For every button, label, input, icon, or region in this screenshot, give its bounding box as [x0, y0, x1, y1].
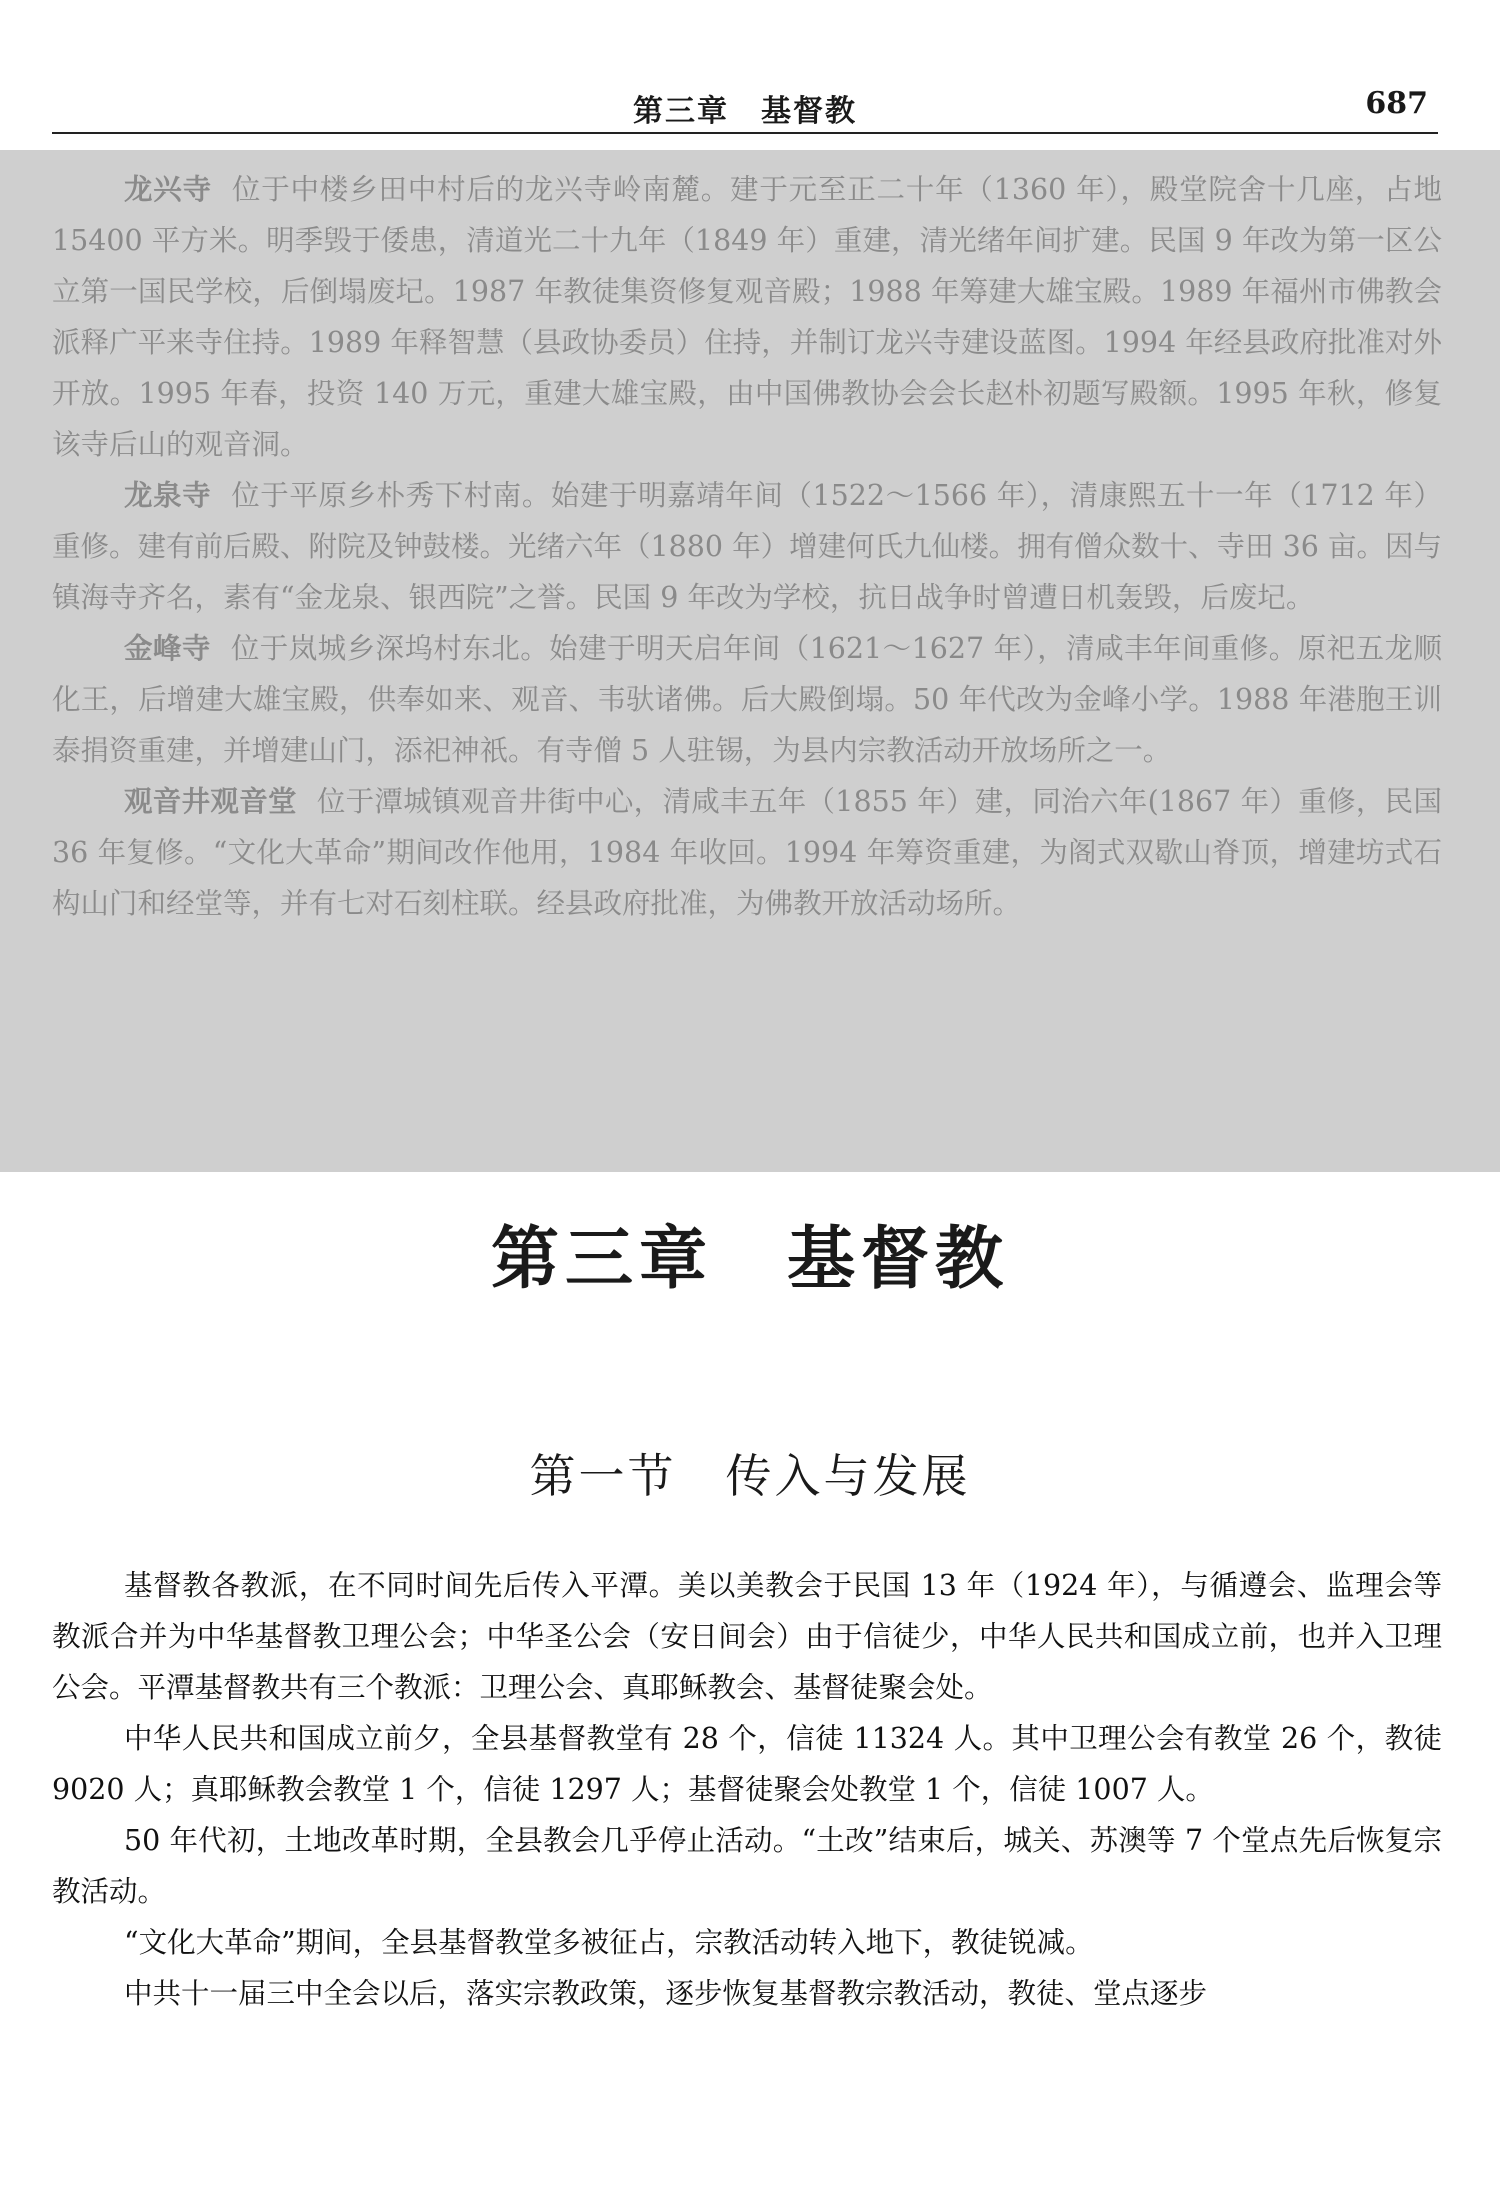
- running-title: 第三章 基督教: [633, 94, 857, 129]
- running-header: [52, 80, 1438, 134]
- entry-text: 位于岚城乡深坞村东北。始建于明天启年间（1621～1627 年），清咸丰年间重修。原祀五龙顺化王，后增建大雄宝殿，供奉如来、观音、韦驮诸佛。后大殿倒塌。50 年代改为金峰小学。1988 年港胞王训泰捐资重建，并增建山门，添祀神祇。有寺僧 5 人驻锡，为县内宗教活动开放场所之一。: [52, 632, 1442, 767]
- body-paragraph: 中共十一届三中全会以后，落实宗教政策，逐步恢复基督教宗教活动，教徒、堂点逐步: [124, 1977, 1208, 2010]
- body-paragraph: 基督教各教派，在不同时间先后传入平潭。美以美教会于民国 13 年（1924 年），与循遵会、监理会等教派合并为中华基督教卫理公会；中华圣公会（安日间会）由于信徒少，中华人民共和国成立前，也并入卫理公会。平潭基督教共有三个教派：卫理公会、真耶稣教会、基督徒聚会处。: [52, 1569, 1442, 1704]
- section-title: 第一节 传入与发展: [529, 1449, 971, 1503]
- body-paragraph: “文化大革命”期间，全县基督教堂多被征占，宗教活动转入地下，教徒锐减。: [124, 1926, 1094, 1959]
- entry-text: 位于潭城镇观音井街中心，清咸丰五年（1855 年）建，同治六年(1867 年）重修，民国 36 年复修。“文化大革命”期间改作他用，1984 年收回。1994 年筹资重建，为阁式双歇山脊顶，增建坊式石构山门和经堂等，并有七对石刻柱联。经县政府批准，为佛教开放活动场所。: [52, 785, 1442, 920]
- temple-entry-guanyinjing: [52, 776, 1442, 929]
- body-paragraph: 中华人民共和国成立前夕，全县基督教堂有 28 个，信徒 11324 人。其中卫理公会有教堂 26 个，教徒 9020 人；真耶稣教会教堂 1 个，信徒 1297 人；基督徒聚会处教堂 1 个，信徒 1007 人。: [52, 1722, 1442, 1806]
- body-paragraph: 50 年代初，土地改革时期，全县教会几乎停止活动。“土改”结束后，城关、苏澳等 7 个堂点先后恢复宗教活动。: [52, 1824, 1442, 1908]
- entry-title: 龙兴寺: [124, 172, 212, 206]
- entry-text: 位于中楼乡田中村后的龙兴寺岭南麓。建于元至正二十年（1360 年），殿堂院舍十几座，占地 15400 平方米。明季毁于倭患，清道光二十九年（1849 年）重建，清光绪年间扩建。民国 9 年改为第一区公立第一国民学校，后倒塌废圮。1987 年教徒集资修复观音殿；1988 年筹建大雄宝殿。1989 年福州市佛教会派释广平来寺住持。1989 年释智慧（县政协委员）住持，并制订龙兴寺建设蓝图。1994 年经县政府批准对外开放。1995 年春，投资 140 万元，重建大雄宝殿，由中国佛教协会会长赵朴初题写殿额。1995 年秋，修复该寺后山的观音洞。: [52, 173, 1442, 461]
- entry-title: 金峰寺: [124, 631, 211, 665]
- chapter-title: 第三章 基督教: [490, 1220, 1009, 1299]
- temple-entry-longxing: [52, 164, 1442, 470]
- temple-entry-longquan: [52, 470, 1442, 623]
- entry-text: 位于平原乡朴秀下村南。始建于明嘉靖年间（1522～1566 年），清康熙五十一年（1712 年）重修。建有前后殿、附院及钟鼓楼。光绪六年（1880 年）增建何氏九仙楼。拥有僧众数十、寺田 36 亩。因与镇海寺齐名，素有“金龙泉、银西院”之誉。民国 9 年改为学校，抗日战争时曾遭日机轰毁，后废圮。: [52, 479, 1442, 614]
- entry-title: 观音井观音堂: [124, 784, 297, 818]
- temple-entries: [52, 164, 1442, 929]
- page-number: 687: [1365, 86, 1428, 121]
- previous-chapter-shaded-block: [0, 150, 1500, 1172]
- entry-title: 龙泉寺: [124, 478, 212, 512]
- temple-entry-jinfeng: [52, 623, 1442, 776]
- main-body-text: [52, 1560, 1442, 2019]
